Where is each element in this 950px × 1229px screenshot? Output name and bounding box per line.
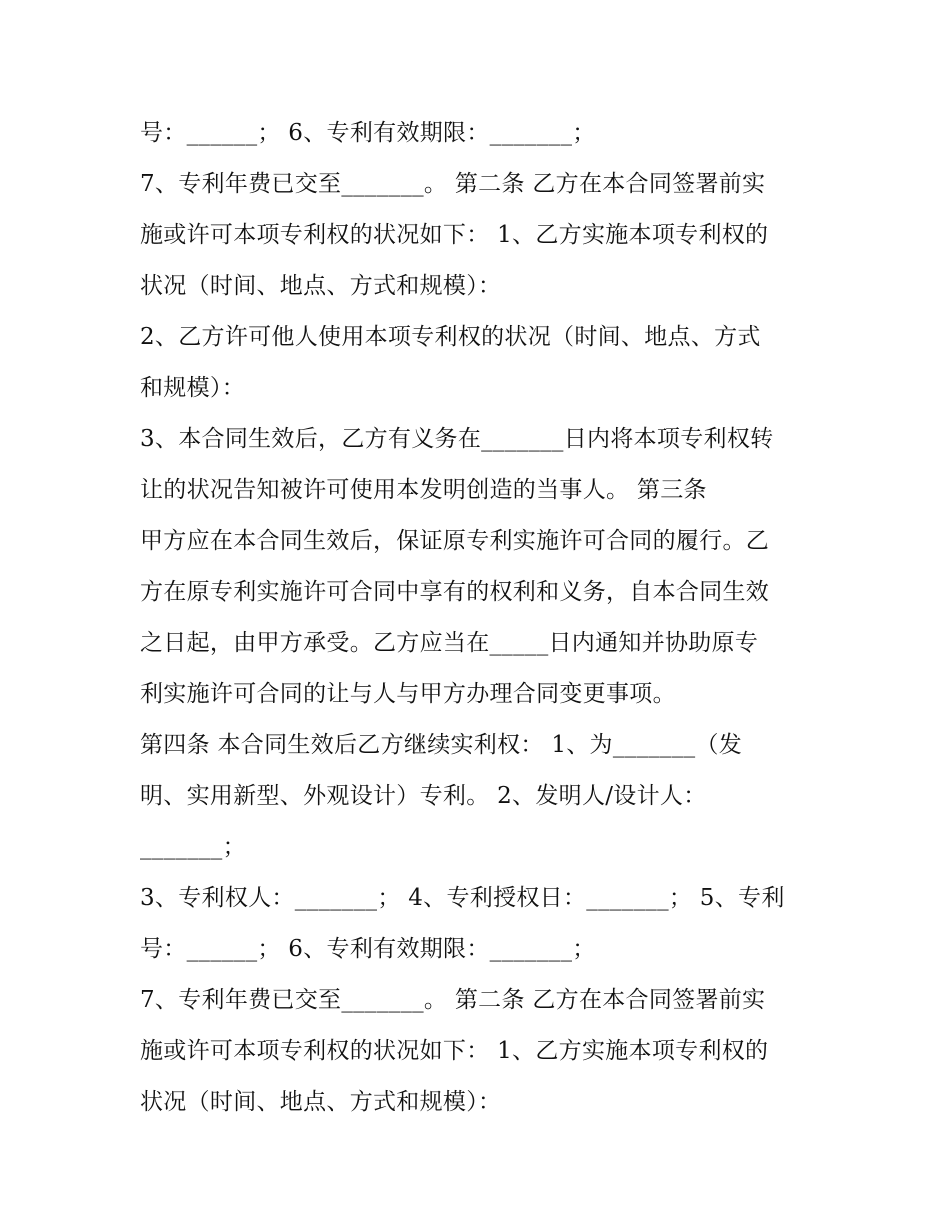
text-line: 之日起，由甲方承受。乙方应当在_____日内通知并协助原专 — [140, 630, 759, 656]
text-line: 7、专利年费已交至_______。 第二条 乙方在本合同签署前实 — [140, 171, 766, 197]
text-line: 3、本合同生效后，乙方有义务在_______日内将本项专利权转 — [140, 426, 774, 452]
text-line: 号：______； 6、专利有效期限：_______； — [140, 936, 596, 962]
text-line: 施或许可本项专利权的状况如下： 1、乙方实施本项专利权的 — [140, 222, 769, 248]
text-line: 2、乙方许可他人使用本项专利权的状况（时间、地点、方式 — [140, 324, 761, 350]
text-line: 利实施许可合同的让与人与甲方办理合同变更事项。 — [140, 681, 676, 707]
text-line: 第四条 本合同生效后乙方继续实利权： 1、为_______（发 — [140, 732, 743, 758]
text-line: 让的状况告知被许可使用本发明创造的当事人。 第三条 — [140, 477, 707, 503]
text-line: 号：______； 6、专利有效期限：_______； — [140, 120, 596, 146]
text-line: 3、专利权人：_______； 4、专利授权日：_______； 5、专利 — [140, 885, 785, 911]
text-line: 甲方应在本合同生效后，保证原专利实施许可合同的履行。乙 — [140, 528, 770, 554]
text-line: _______； — [140, 834, 246, 860]
text-line: 方在原专利实施许可合同中享有的权利和义务，自本合同生效 — [140, 579, 770, 605]
text-line: 状况（时间、地点、方式和规模）： — [140, 1089, 502, 1115]
document-body — [140, 108, 830, 1128]
text-line: 7、专利年费已交至_______。 第二条 乙方在本合同签署前实 — [140, 987, 766, 1013]
text-line: 状况（时间、地点、方式和规模）： — [140, 273, 502, 299]
text-line: 施或许可本项专利权的状况如下： 1、乙方实施本项专利权的 — [140, 1038, 769, 1064]
text-line: 明、实用新型、外观设计）专利。 2、发明人/设计人： — [140, 783, 707, 809]
text-line: 和规模）： — [140, 375, 245, 401]
